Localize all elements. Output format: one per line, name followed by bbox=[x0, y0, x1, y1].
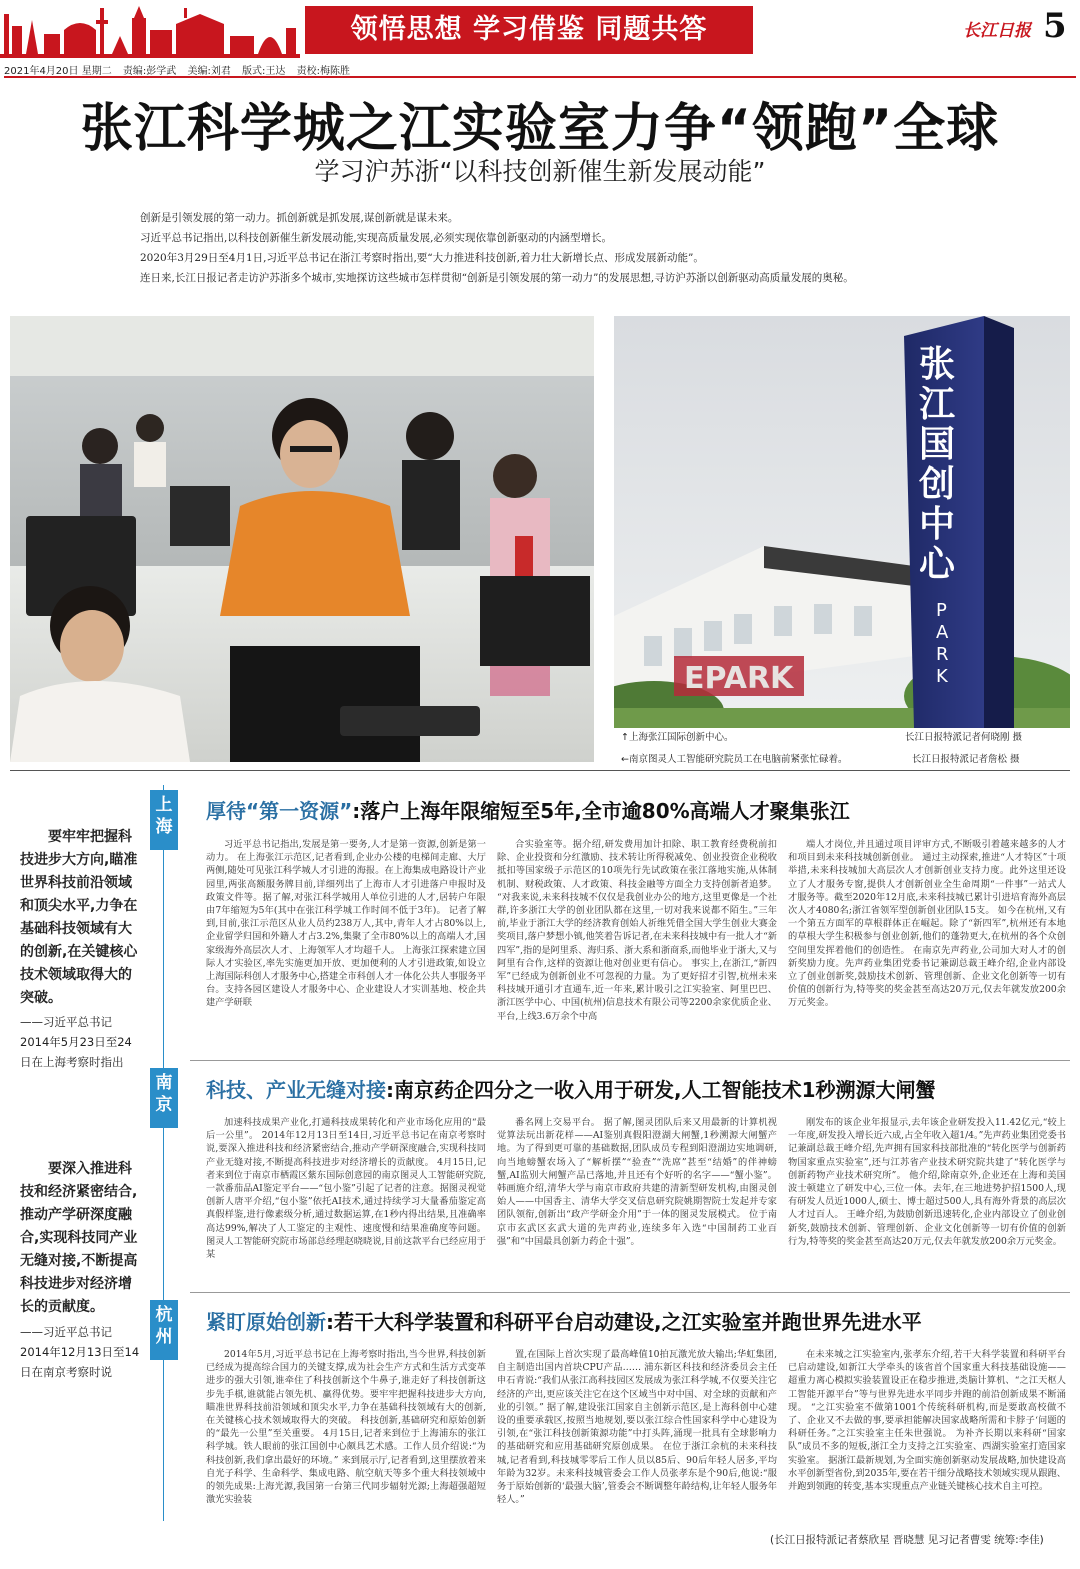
intro-line: 习近平总书记指出,以科技创新催生新发展动能,实现高质量发展,必须实现依靠创新驱动的内涵型增长。 bbox=[140, 232, 613, 244]
city-tag-char: 杭 bbox=[155, 1305, 173, 1325]
section-3-column-2: 置,在国际上首次实现了最高峰值10拍瓦激光放大输出;华虹集团,自主制造出国内首块CPU产品…… 浦东新区科技和经济委员会主任申石青说:“我们从张江高科技园区发展成为张江科学城,不仅要关注它经济的产出,更应该关注它在这个区域当中对中国、对全球的贡献和产业的引领。” 据了解,建设张江国家自主创新示范区,是上海科创中心建设的重要承载区,按照当地规划,要以张江综合性国家科学中心建设为引领,在“张江科技创新策源功能”中打头阵,涌现一批具有全球影响力的基础研究和应用基础研究原创成果。 在位于浙江余杭的未来科技城,记者看到,科技城零零后工作人员以85后、90后年轻人居多,平均年龄为32岁。未来科技城管委会工作人员张孝东是个90后,他说:“服务于原始创新的‘最强大脑’,管委会不断调整年龄结构,让年轻人服务年轻人。” bbox=[497, 1349, 777, 1506]
sign-char: 心 bbox=[919, 544, 956, 585]
section-1-column-2: 合实验室等。据介绍,研发费用加计扣除、职工教育经费税前扣除、企业投资和分红激励、技术转让所得税减免、创业投资企业税收抵扣等国家级子示范区的10项先行先试政策在张江落地实施,从体制机制、财税政策、人才政策、科技金融等方面全力支持创新者追梦。 “对我来说,未来科技城不仅仅是我创业办公的地方,这里更像是一个社群,许多浙江大学的创业团队都在这里,一切对我来说都不陌生。”三年前,毕业于浙江大学的经济教育创始人祈维凭借全国大学生创业大赛金奖项目,落户梦想小镇,他笑着告诉记者,在未来科技城中有一批人才“新四军”,指的是阿里系、海归系、浙大系和浙商系,而他毕业于浙大,又与阿里有合作,这样的资源让他对创业更有信心。 事实上,在浙江,“新四军”已经成为创新创业不可忽视的力量。为了更好招才引智,杭州未来科技城开通引才直通车,近一年来,累计吸引之江实验室、阿里巴巴、浙江医学中心、中国(杭州)信息技术有限公司等2200余家优质企业、平台,上线3.6万余个中高 bbox=[497, 839, 777, 1022]
city-tag-char: 南 bbox=[155, 1073, 173, 1093]
quote-1: 要牢牢把握科技进步大方向,瞄准世界科技前沿领域和顶尖水平,力争在基础科技领域有大的创新,在关键核心技术领域取得大的突破。 bbox=[20, 829, 138, 1006]
city-tag-nanjing bbox=[150, 1068, 178, 1128]
svg-text:K: K bbox=[936, 666, 948, 687]
section-1-column-3: 端人才岗位,并且通过项目评审方式,不断吸引着越来越多的人才和项目到未来科技城创新创业。 通过主动探索,推进“人才特区”十项举措,未来科技城加大高层次人才创新创业支持力度。此外这里还设立了人才服务专窗,提供人才创新创业全生命周期“一件事”一站式人才服务等。截至2020年12月底,未来科技城已累计引进培育海外高层次人才4080名;浙江省领军型创新创业团队15支。 如今在杭州,又有一个第五方面军的草根群体正在崛起。除了“新四军”,杭州还有本地的草根大学生积极参与创业创新,他们的蓬勃更大,在杭州的各个众创空间里发挥着他们的创造性。 在南京先声药业,公司加大对人才的创新奖励力度。先声药业集团党委书记兼副总裁王峰介绍,企业内部设立了创业创新奖,鼓励技术创新、管理创新、企业文化创新等一切有价值的创新行为,特等奖的奖金甚至高达20万元,仅去年就发放200余万元奖金。 bbox=[788, 839, 1066, 1009]
city-tag-shanghai bbox=[150, 790, 178, 850]
svg-text:P: P bbox=[936, 600, 947, 621]
city-tag-char: 州 bbox=[155, 1327, 173, 1347]
svg-text:A: A bbox=[936, 622, 949, 643]
city-tag-char: 京 bbox=[155, 1095, 173, 1115]
quote-1-source: ——习近平总书记2014年5月23日至24日在上海考察时指出 bbox=[20, 1015, 132, 1069]
masthead bbox=[0, 0, 1080, 60]
slogan-banner: 领悟思想 学习借鉴 同题共答 bbox=[305, 6, 753, 54]
page-subhead: 学习沪苏浙“以科技创新催生新发展动能” bbox=[314, 157, 766, 186]
city-guide-line bbox=[163, 785, 164, 1521]
quote-2: 要深入推进科技和经济紧密结合,推动产学研深度融合,实现科技同产业无缝对接,不断提高科技进步对经济增长的贡献度。 bbox=[20, 1161, 138, 1315]
intro-line: 创新是引领发展的第一动力。抓创新就是抓发展,谋创新就是谋未来。 bbox=[140, 212, 459, 224]
section-2-column-3: 刚发布的该企业年报显示,去年该企业研发投入11.42亿元,“较上一年度,研发投入增长近六成,占全年收入超1/4。”先声药业集团党委书记兼副总裁王峰介绍,先声拥有国家科技部批准的“转化医学与创新药物国家重点实验室”,还与江苏省产业技术研究院共建了“转化医学与创新药物产业技术研究所”。 他介绍,除南京外,企业还在上海和美国波士顿建立了研发中心,三位一体。去年,在三地进势护招1500人,现有研发人员近1000人,硕士、博士超过500人,具有海外背景的高层次人才过百人。 王峰介绍,为鼓励创新迅速转化,企业内部设立了创业创新奖,鼓励技术创新、管理创新、企业文化创新等一切有价值的创新行为,特等奖的奖金甚至高达20万元,仅去年就发放200余万元奖金。 bbox=[788, 1117, 1066, 1247]
quote-2-source: ——习近平总书记2014年12月13日至14日在南京考察时说 bbox=[20, 1325, 140, 1379]
city-tag-char: 上 bbox=[155, 795, 173, 815]
sign-char: 国 bbox=[919, 424, 956, 465]
sign-char: 创 bbox=[919, 464, 956, 505]
photo-caption-2: ←南京图灵人工智能研究院员工在电脑前紧张忙碌着。 bbox=[621, 754, 848, 765]
page-headline: 张江科学城之江实验室力争“领跑”全球 bbox=[80, 99, 1000, 159]
city-tag-hangzhou bbox=[150, 1300, 178, 1360]
svg-text:R: R bbox=[936, 644, 949, 665]
publish-date: 2021年4月20日 星期二 bbox=[4, 66, 112, 77]
section-divider bbox=[10, 770, 1070, 771]
credit-art: 美编:刘君 bbox=[187, 66, 231, 77]
section-1-column-1: 习近平总书记指出,发展是第一要务,人才是第一资源,创新是第一动力。 在上海张江示范区,记者看到,企业办公楼的电梯间走廊、大厅两侧,随处可见张江科学城人才引进的海报。在上海集成电路设计产业园里,两张高额服务牌目前,详细列出了上海市人才引进落户申报时及政策文件等。据了解,对张江科学城用人单位引进的人才,居转户年限由7年缩短为5年(其中在张江科学城工作时间不低于3年)。 记者了解到,目前,张江示范区从业人员约238万人,其中,青年人才占80%以上,企业留学归国和外籍人才占3.2%,集聚了全市80%以上的高端人才,国家级海外高层次人才、上海领军人才均超千人。 上海张江探索建立国际人才实验区,率先实施更加开放、更加便利的人才引进政策,如设立上海国际科创人才服务中心,搭建全市科创人才一体化公共人事服务平台。支持各园区建设人才服务中心、企业建设人才实训基地、校企共建产学研联 bbox=[206, 839, 486, 1009]
section-3-column-1: 2014年5月,习近平总书记在上海考察时指出,当今世界,科技创新已经成为提高综合国力的关键支撑,成为社会生产方式和生活方式变革进步的强大引领,谁牵住了科技创新这个牛鼻子,谁走好了科技创新这步先手棋,谁就能占领先机、赢得优势。要牢牢把握科技进步大方向,瞄准世界科技前沿领域和顶尖水平,力争在基础科技领域有大的创新,在关键核心技术领域取得大的突破。 科技创新,基础研究和原始创新的“最先一公里”至关重要。 4月15日,记者来到位于上海浦东的张江科学城。铁人眼前的张江国创中心颇具艺术感。工作人员介绍说:“为科技创新,我们拿出最好的环境。” 来到展示厅,记者看到,这里摆放着来自光子科学、生命科学、集成电路、航空航天等多个重大科技领域中的领先成果:上海光源,我国第一台第三代同步辐射光源;上海超强超短激光实验装 bbox=[206, 1349, 486, 1506]
section-heading-hangzhou bbox=[206, 1306, 922, 1335]
section-heading-shanghai bbox=[206, 795, 850, 824]
section-keyword: 科技、产业无缝对接 bbox=[206, 1078, 386, 1102]
credit-proof: 责校:梅陈胜 bbox=[296, 66, 350, 77]
credit-editor: 责编:彭学武 bbox=[122, 66, 177, 77]
office-photo bbox=[10, 316, 594, 762]
city-tag-char: 海 bbox=[155, 817, 173, 837]
section-title: :落户上海年限缩短至5年,全市逾80%高端人才聚集张江 bbox=[352, 799, 850, 823]
section-2-column-2: 番名网上交易平台。 据了解,图灵团队后来又用最新的计算机视觉算法玩出新花样——AI鉴别真假阳澄湖大闸蟹,1秒溯源大闸蟹产地。为了得到更可靠的基础数据,团队成员专程到阳澄湖边实地调研,向当地螃蟹农场入了“解析摆”“验查”“洗席”甚至“结婚”的伴神螃蟹,AI监别大闸蟹产品已落地,并且还有个好听的名字——“蟹小鉴”。 韩画施介绍,清华大学与南京市政府共建的清新型研发机构,由图灵创始人——中国香主、清华大学交叉信息研究院姚期智院士发起并专家团队领衔,创新出“政产学研金介用”于一体的图灵发展模式。 位于南京市玄武区玄武大道的先声药业,连续多年入选“中国制药工业百强”和“中国最具创新力药企十强”。 bbox=[497, 1117, 777, 1247]
section-3-column-3: 在未来城之江实验室内,张孝东介绍,若干大科学装置和科研平台已启动建设,如新江大学牵头的该省首个国家重大科技基础设施——超重力离心模拟实验装置设正在稳步推进,类脑计算机、“之江天枢人工智能开源平台”等与世界先进水平同步并跑的前沿创新成果不断涌现。 “之江实验室不做第1001个传统科研机构,而是要敢高校做不了、企业又不去做的事,要承担能解决国家战略所需和卡脖子‘问题的科研任务。”之江实验室主任朱世强说。 为补齐长期以来科研“国家队”成员不多的短板,浙江全力支持之江实验室、西湖实验室打造国家实验室。 据浙江最新规划,为全面实施创新驱动发展战略,加快建设高水平创新型省份,到2035年,要在若干细分战略技术领域实现从跟跑、并跑到领跑的转变,基本实现重点产业链关键核心技术自主可控。 bbox=[788, 1349, 1066, 1493]
section-title: :若干大科学装置和科研平台启动建设,之江实验室并跑世界先进水平 bbox=[326, 1310, 922, 1334]
section-divider bbox=[190, 1060, 1070, 1061]
intro-line: 2020年3月29日至4月1日,习近平总书记在浙江考察时指出,要“大力推进科技创新,着力壮大新增长点、形成发展新动能”。 bbox=[140, 252, 704, 264]
photo-credit-2: 长江日报特派记者詹松 摄 bbox=[912, 754, 1020, 765]
sign-char: 江 bbox=[919, 384, 956, 425]
section-heading-nanjing bbox=[206, 1074, 936, 1103]
intro-line: 连日来,长江日报记者走访沪苏浙多个城市,实地探访这些城市怎样贯彻“创新是引领发展的第一动力”的发展思想,寻访沪苏浙以创新驱动高质量发展的奥秘。 bbox=[140, 272, 854, 284]
city-skyline-logo bbox=[0, 0, 300, 60]
building-epark-text: EPARK bbox=[684, 661, 794, 696]
page-number: 5 bbox=[1043, 6, 1067, 46]
sign-char: 张 bbox=[919, 344, 956, 385]
section-title: :南京药企四分之一收入用于研发,人工智能技术1秒溯源大闸蟹 bbox=[386, 1078, 936, 1102]
section-2-column-1: 加速科技成果产业化,打通科技成果转化和产业市场化应用的“最后一公里”。 2014年12月13日至14日,习近平总书记在南京考察时说,要深入推进科技和经济紧密结合,推动产学研深度融合,实现科技同产业无缝对接,不断提高科技进步对经济增长的贡献度。 4月15日,记者来到位于南京市栖霞区紫东国际创意园的南京图灵人工智能研究院,一款番茄品AI鉴定平台——“包小鉴”引起了记者的注意。据图灵视觉创新人唐平介绍,“包小鉴”依托AI技术,通过持续学习大量番茄鉴定高真假样鉴,进行像素级分析,通过数据运算,在1秒内得出结果,且准确率高达99%,解决了人工鉴定的主观性、速度慢和结果准确度等问题。图灵人工智能研究院市场部总经理赵晓晓说,目前这款平台已经应用于某 bbox=[206, 1117, 486, 1261]
photo-caption-1: ↑上海张江国际创新中心。 bbox=[621, 732, 734, 743]
section-keyword: 厚待“第一资源” bbox=[206, 799, 353, 823]
park-sign-photo bbox=[614, 316, 1070, 728]
section-divider bbox=[190, 1292, 1070, 1293]
section-keyword: 紧盯原始创新 bbox=[206, 1310, 326, 1334]
credit-layout: 版式:王达 bbox=[242, 66, 286, 77]
intro-paragraphs bbox=[140, 208, 940, 288]
byline: (长江日报特派记者蔡欣星 晋晓慧 见习记者曹雯 统筹:李佳) bbox=[770, 1534, 1044, 1546]
sign-char: 中 bbox=[919, 504, 956, 545]
photo-credit-1: 长江日报特派记者何晓刚 摄 bbox=[905, 732, 1023, 743]
newspaper-logo: 长江日报 bbox=[963, 21, 1031, 41]
credits-line bbox=[4, 62, 1076, 78]
